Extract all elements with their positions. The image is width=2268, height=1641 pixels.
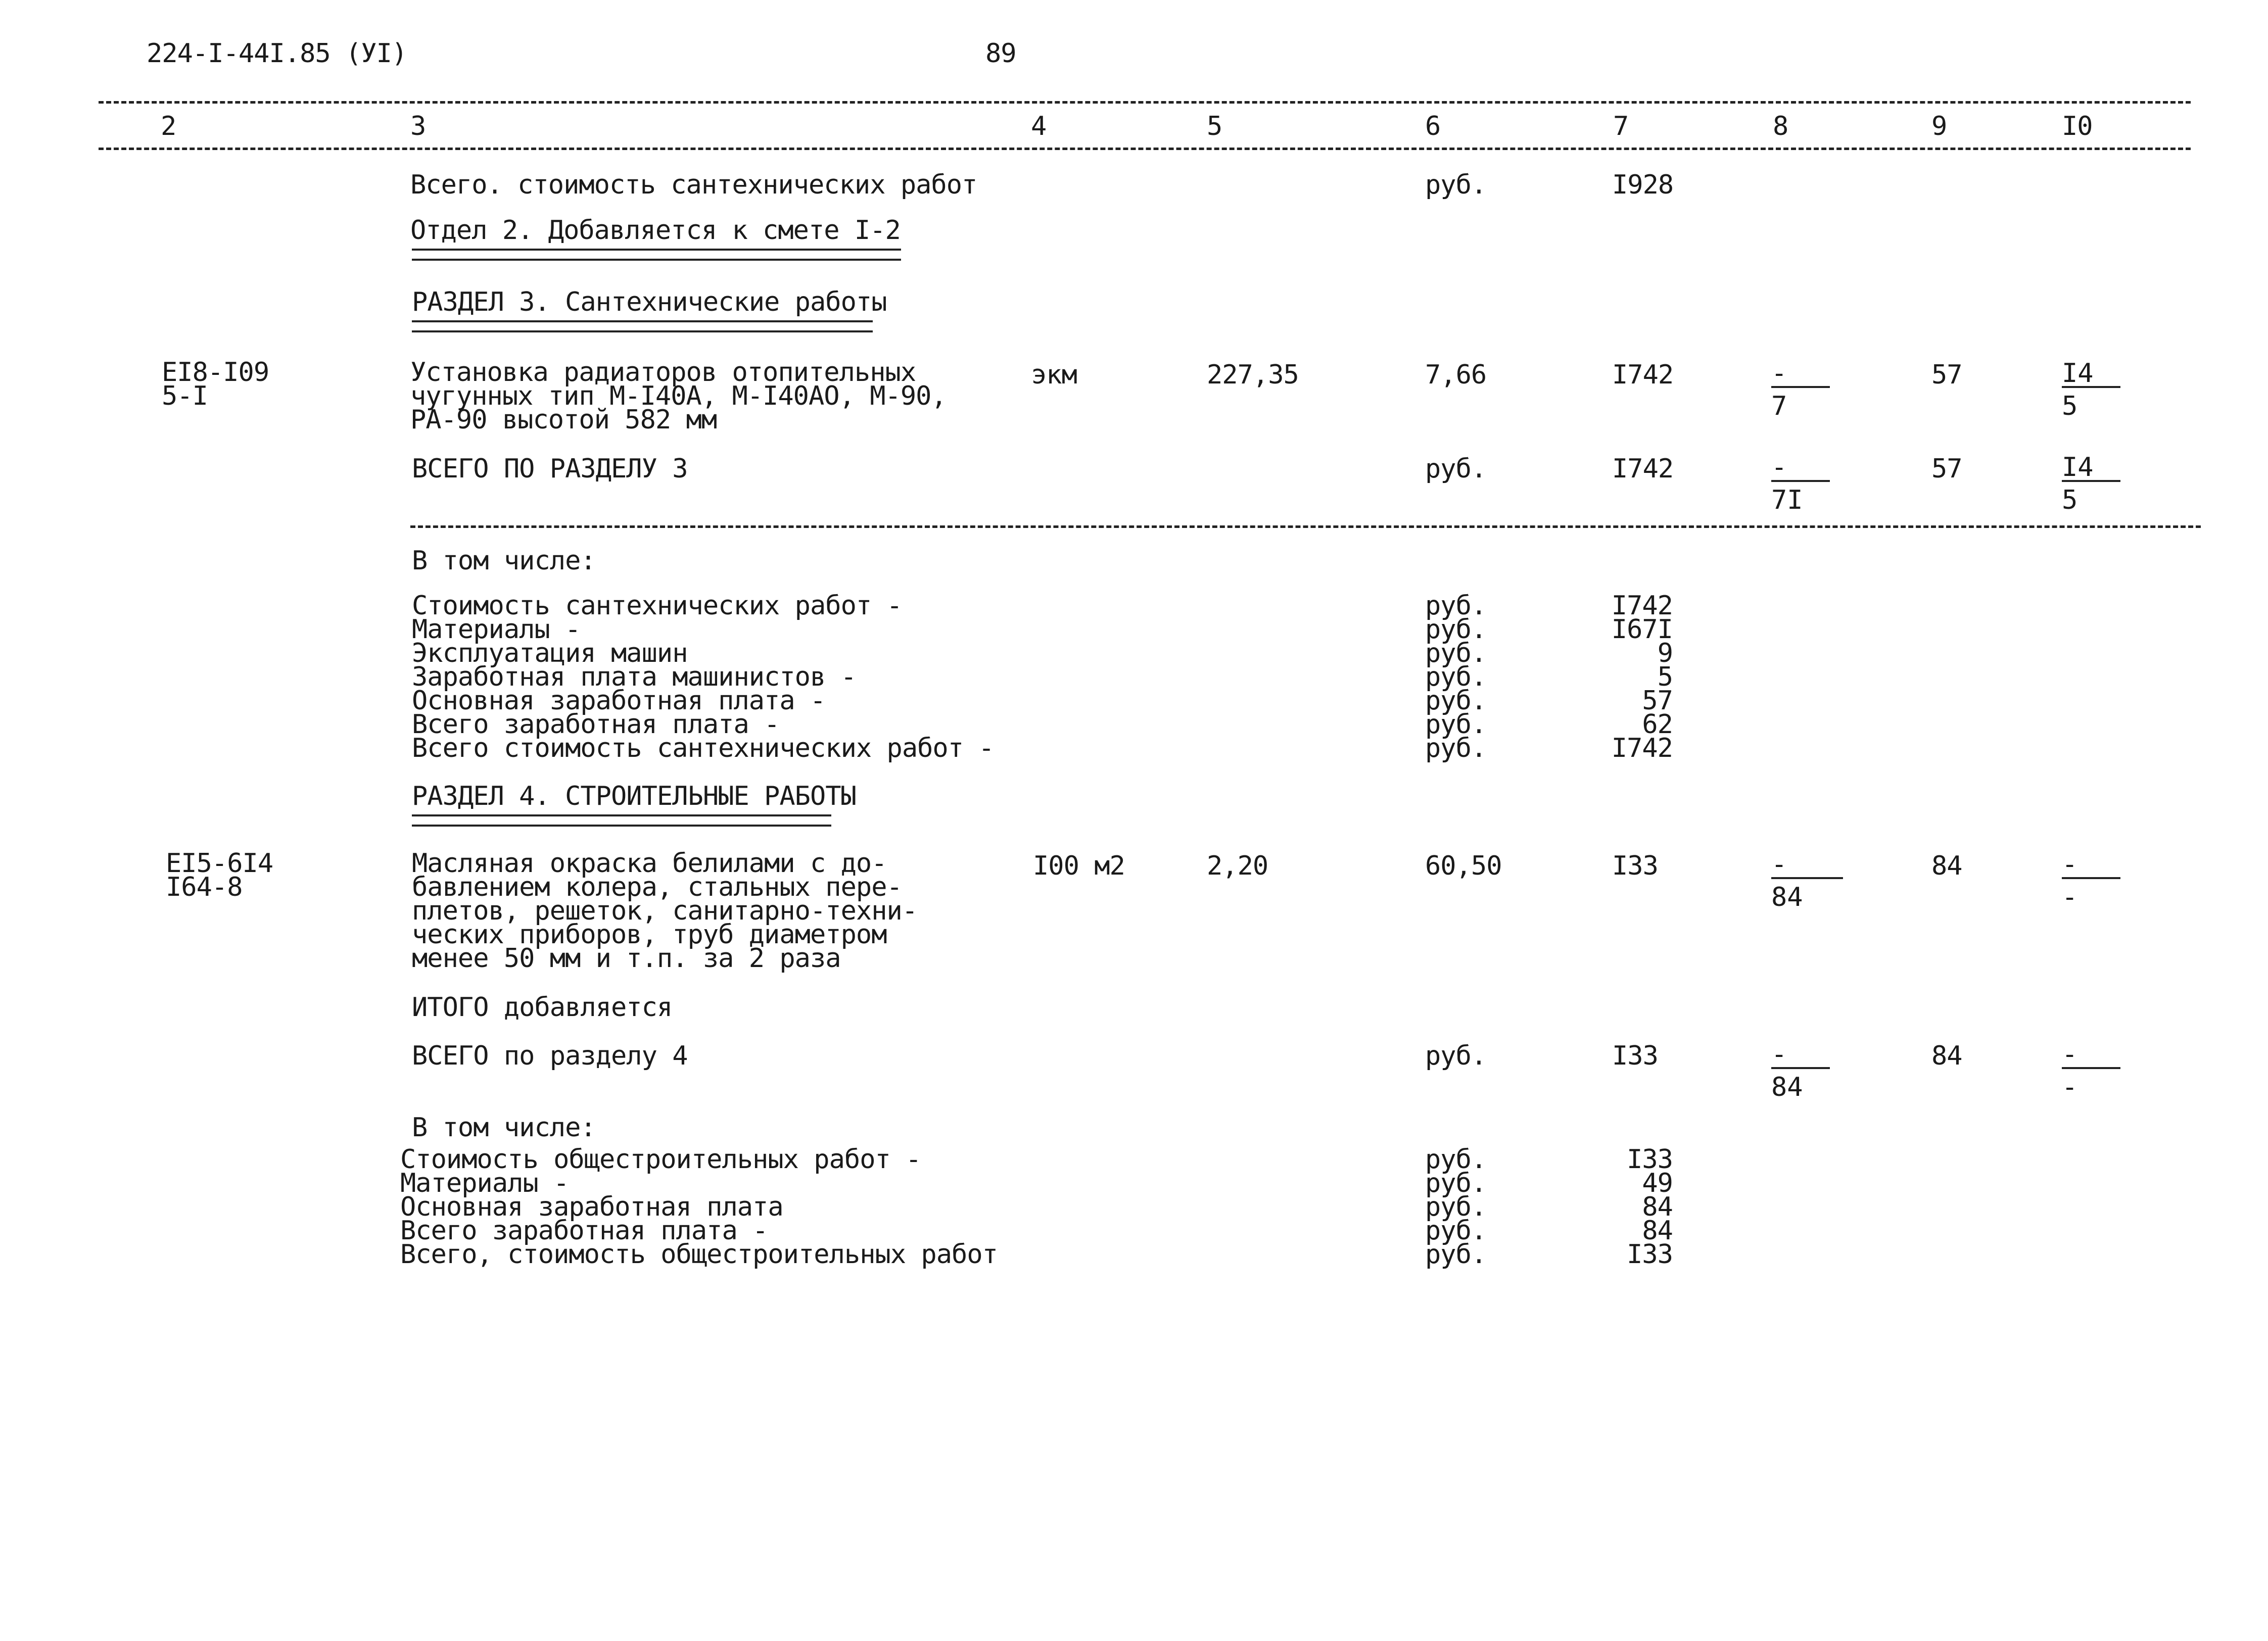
item1-col8 — [1771, 358, 1830, 421]
item2-quantity: 2,20 — [1207, 851, 1268, 881]
razdel4-total-text: ВСЕГО по разделу 4 — [412, 1041, 688, 1071]
item2-price: 60,50 — [1425, 851, 1502, 881]
col-header-10: I0 — [2062, 111, 2093, 141]
header-rule-bottom — [99, 148, 2191, 150]
col-header-9: 9 — [1931, 111, 1947, 141]
item1-col8-denominator: 7 — [1771, 391, 1787, 421]
item1-col10-denominator: 5 — [2062, 391, 2078, 421]
item2-col8-denominator: 84 — [1771, 882, 1803, 912]
incl2-values: I33 49 84 84 I33 — [1627, 1144, 1673, 1270]
razdel3-total-col10 — [2062, 452, 2120, 515]
incl1-values: I742 I67I 9 5 57 62 I742 — [1611, 591, 1673, 763]
razdel3-col8-numerator: - — [1771, 455, 1830, 482]
item1-code: EI8-I09 5-I — [162, 357, 269, 411]
header-rule-top — [99, 101, 2191, 104]
item1-description: Установка радиаторов отопительных чугунных тип М-I40А, М-I40АО, М-90, РА-90 высотой 582 мм — [410, 357, 947, 435]
section-title-underline — [412, 249, 901, 261]
item1-col10 — [2062, 358, 2120, 421]
razdel4-title: РАЗДЕЛ 4. СТРОИТЕЛЬНЫЕ РАБОТЫ — [412, 781, 856, 811]
col-header-3: 3 — [410, 111, 426, 141]
razdel3-col10-denominator: 5 — [2062, 485, 2078, 515]
razdel3-total-col8 — [1771, 452, 1830, 515]
total-sanitary-unit: руб. — [1425, 170, 1487, 200]
razdel4-total-col9: 84 — [1931, 1041, 1962, 1071]
item1-price: 7,66 — [1425, 360, 1487, 390]
col-header-4: 4 — [1031, 111, 1047, 141]
page-number: 89 — [985, 38, 1016, 69]
item1-col8-numerator: - — [1771, 361, 1830, 388]
incl2-label: В том числе: — [412, 1113, 596, 1143]
razdel3-title: РАЗДЕЛ 3. Сантехнические работы — [412, 287, 887, 317]
col-header-6: 6 — [1425, 111, 1441, 141]
razdel4-total-amount: I33 — [1612, 1041, 1658, 1071]
divider-rule — [410, 525, 2201, 528]
incl1-label: В том числе: — [412, 546, 596, 576]
razdel4-total-col10 — [2062, 1039, 2120, 1102]
razdel4-total-unit: руб. — [1425, 1041, 1487, 1071]
razdel3-total-unit: руб. — [1425, 454, 1487, 484]
item2-total: I33 — [1612, 851, 1658, 881]
item2-unit: I00 м2 — [1033, 851, 1125, 881]
razdel3-total-amount: I742 — [1612, 454, 1674, 484]
item2-col8-numerator: - — [1771, 852, 1843, 879]
item2-col9: 84 — [1931, 851, 1962, 881]
incl1-units: руб. руб. руб. руб. руб. руб. руб. — [1425, 591, 1487, 763]
col-header-8: 8 — [1773, 111, 1788, 141]
item2-col8 — [1771, 849, 1843, 912]
razdel3-col10-numerator: I4 — [2062, 455, 2120, 482]
item1-col10-numerator: I4 — [2062, 361, 2120, 388]
section-title: Отдел 2. Добавляется к смете I-2 — [410, 215, 901, 246]
razdel3-underline — [412, 320, 873, 332]
razdel3-col8-denominator: 7I — [1771, 485, 1803, 515]
incl2-units: руб. руб. руб. руб. руб. — [1425, 1144, 1487, 1270]
item2-col10 — [2062, 849, 2120, 912]
total-sanitary-text: Всего. стоимость сантехнических работ — [410, 170, 977, 200]
item1-total: I742 — [1612, 360, 1674, 390]
document-code: 224-I-44I.85 (УI) — [147, 38, 407, 69]
item2-description: Масляная окраска белилами с до- бавлением колера, стальных пере- плетов, решеток, санитарно-техни- ческих приборов, труб диаметром менее 50 мм и т.п. за 2 раза — [412, 848, 918, 974]
item1-unit: экм — [1031, 360, 1077, 390]
razdel4-underline — [412, 814, 831, 827]
razdel3-total-col9: 57 — [1931, 454, 1962, 484]
razdel4-col10-denominator: - — [2062, 1072, 2078, 1102]
incl1-text: Стоимость сантехнических работ - Материалы - Эксплуатация машин Заработная плата машинистов - Основная заработная плата - Всего заработная плата - Всего стоимость сантехнических работ - — [412, 591, 994, 763]
razdel4-total-col8 — [1771, 1039, 1830, 1102]
razdel3-total-text: ВСЕГО ПО РАЗДЕЛУ 3 — [412, 454, 688, 484]
col-header-2: 2 — [161, 111, 176, 141]
incl2-text: Стоимость общестроительных работ - Материалы - Основная заработная плата Всего заработная плата - Всего, стоимость общестроительных работ — [400, 1144, 998, 1270]
col-header-5: 5 — [1207, 111, 1222, 141]
total-sanitary-amount: I928 — [1612, 170, 1674, 200]
item2-code: EI5-6I4 I64-8 — [166, 848, 273, 902]
razdel4-col8-numerator: - — [1771, 1042, 1830, 1069]
item1-col9: 57 — [1931, 360, 1962, 390]
razdel4-col10-numerator: - — [2062, 1042, 2120, 1069]
item1-quantity: 227,35 — [1207, 360, 1299, 390]
item2-col10-denominator: - — [2062, 882, 2078, 912]
item2-col10-numerator: - — [2062, 852, 2120, 879]
itogo-text: ИТОГО добавляется — [412, 992, 673, 1023]
col-header-7: 7 — [1613, 111, 1629, 141]
razdel4-col8-denominator: 84 — [1771, 1072, 1803, 1102]
